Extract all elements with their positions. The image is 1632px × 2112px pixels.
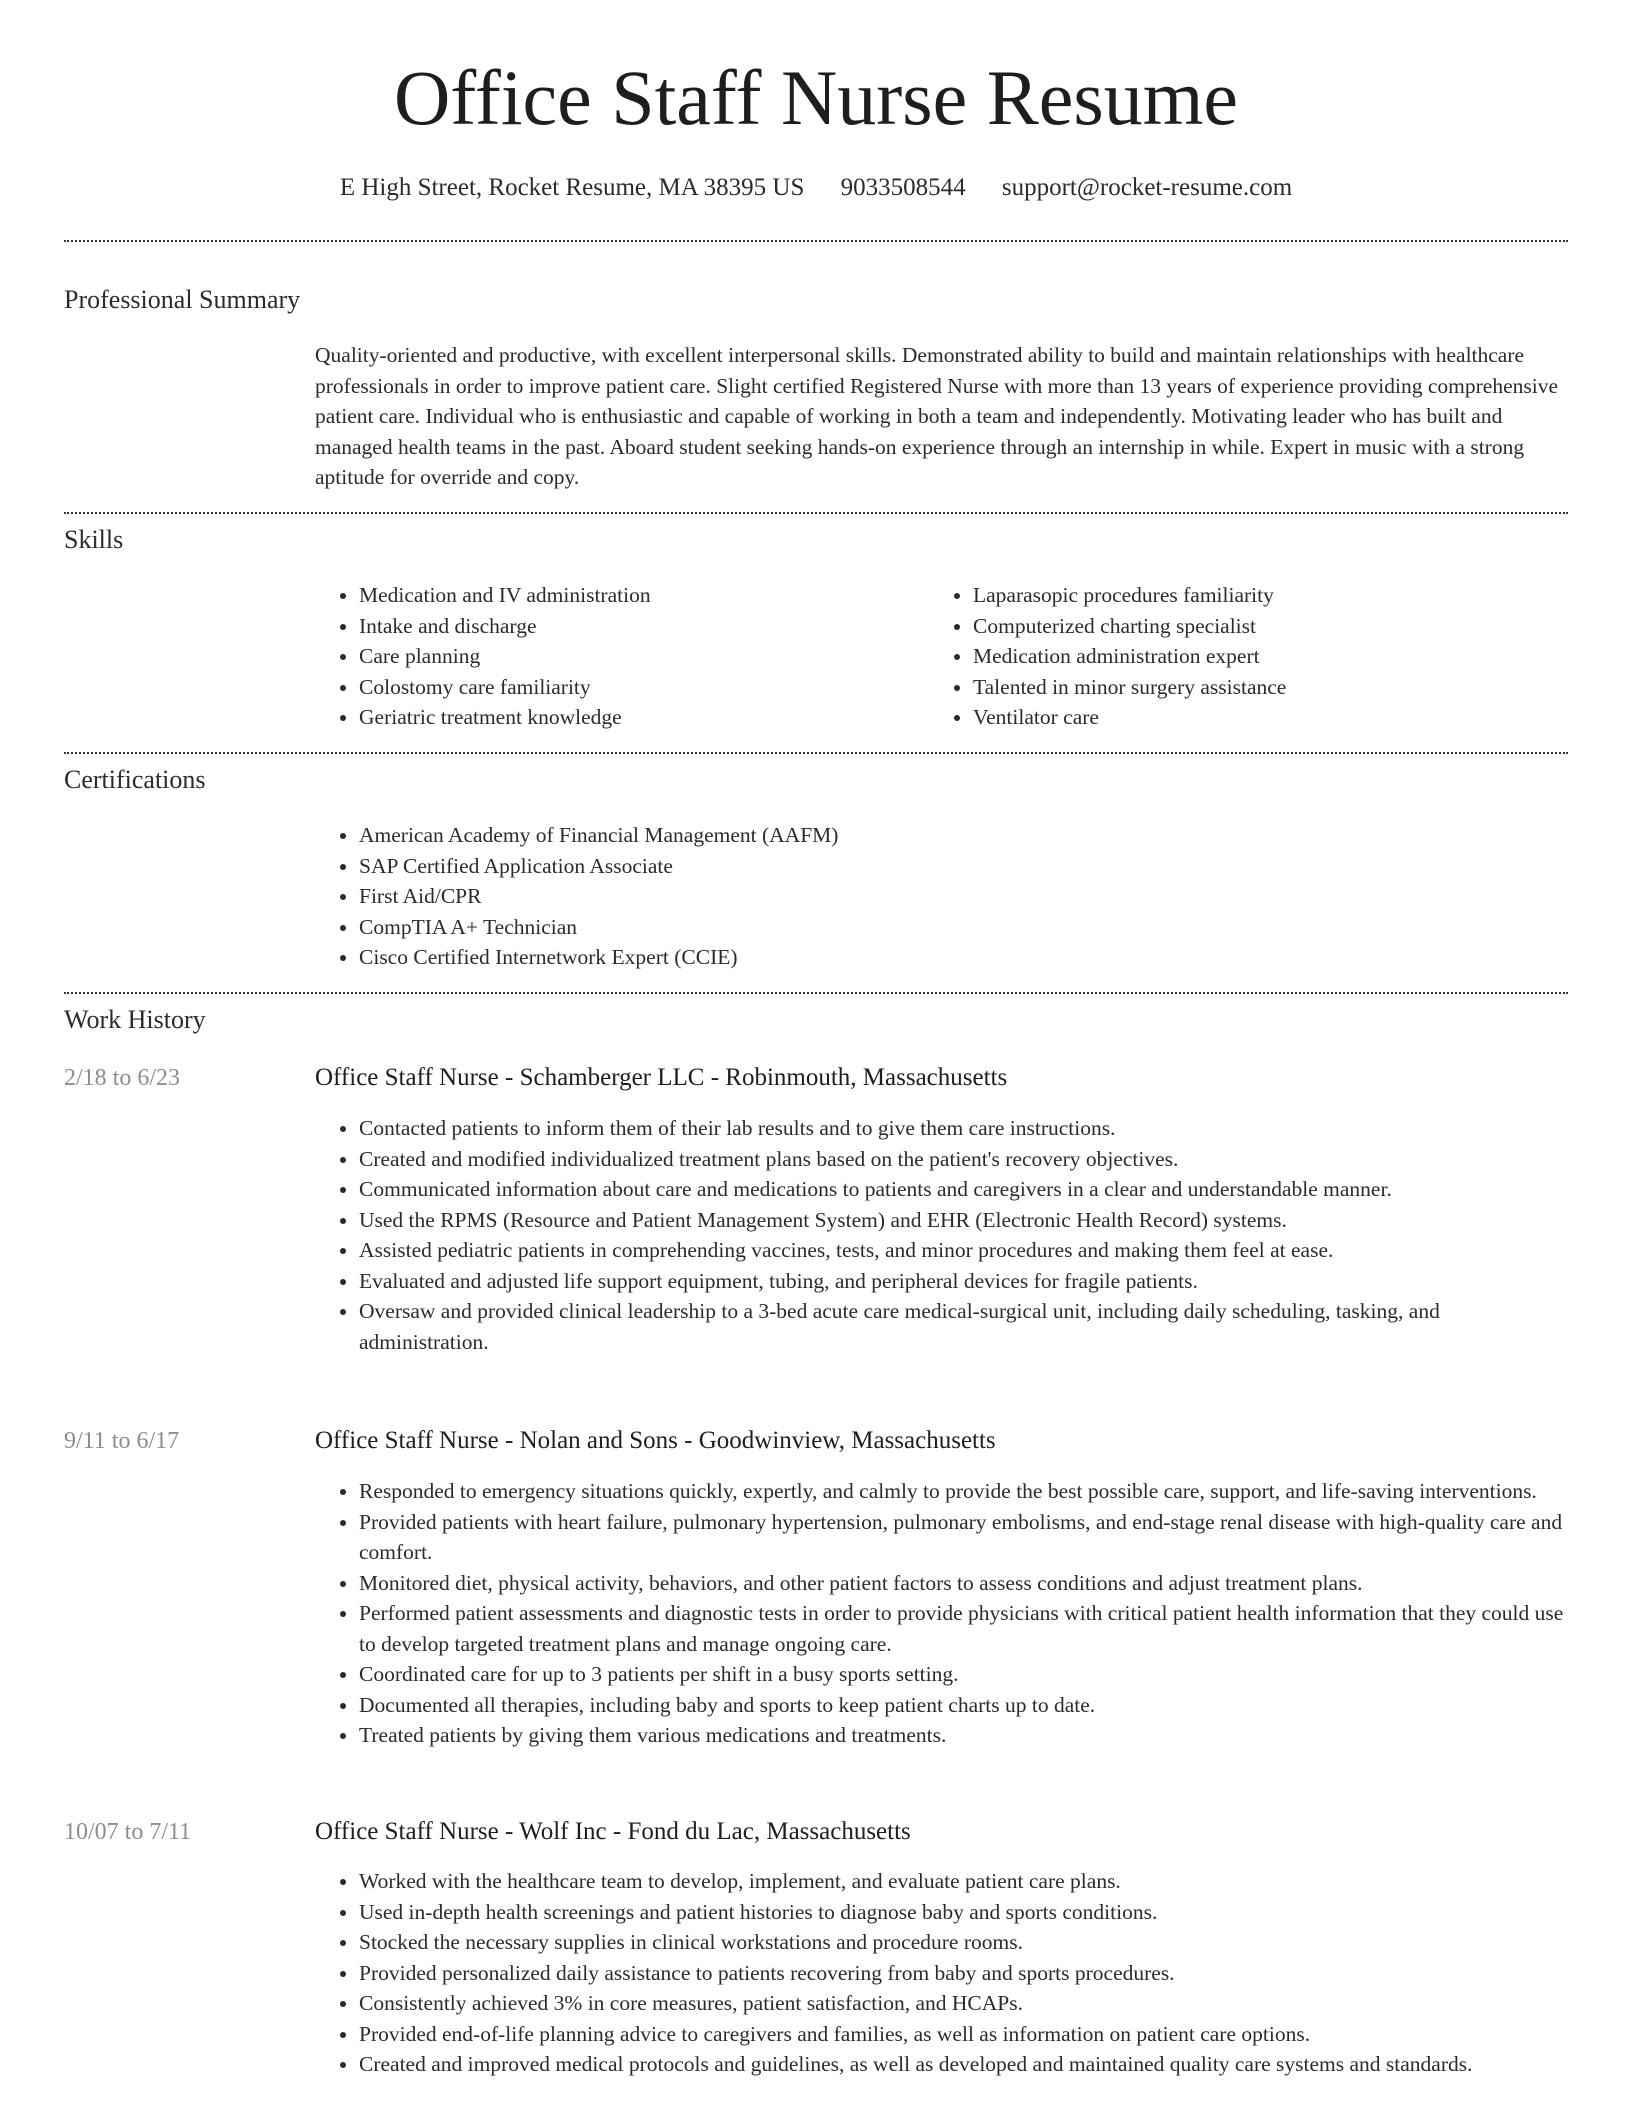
job-bullet: • Used the RPMS (Resource and Patient Management System) and EHR (Electronic Health Record) systems. <box>359 1205 1570 1236</box>
job-bullet: • Used in-depth health screenings and patient histories to diagnose baby and sports conditions. <box>359 1897 1570 1928</box>
skill-item: • Ventilator care <box>973 702 1529 733</box>
section-title-work-history: Work History <box>64 1005 206 1034</box>
skill-item: • Geriatric treatment knowledge <box>359 702 915 733</box>
summary-text: Quality-oriented and productive, with excellent interpersonal skills. Demonstrated ability to build and maintain relationships with healthcare professionals in order to improve patient care. Slight certified Registered Nurse with more than 13 years of experience providing comprehensive patient care. Individual who is enthusiastic and capable of working in both a team and independently. Motivating leader who has built and managed health teams in the past. Aboard student seeking hands-on experience through an internship in while. Expert in music with a strong aptitude for override and copy. <box>315 343 1559 489</box>
job-bullet: • Responded to emergency situations quickly, expertly, and calmly to provide the best possible care, support, and life-saving interventions. <box>359 1476 1570 1507</box>
certification-item: • First Aid/CPR <box>359 881 1570 912</box>
job-title: Office Staff Nurse - Wolf Inc - Fond du Lac, Massachusetts <box>315 1818 911 1845</box>
certification-item: • SAP Certified Application Associate <box>359 851 1570 882</box>
job-bullet: • Provided personalized daily assistance to patients recovering from baby and sports procedures. <box>359 1958 1570 1989</box>
skill-item: • Medication administration expert <box>973 641 1529 672</box>
job-bullet: • Provided end-of-life planning advice to caregivers and families, as well as information on patient care options. <box>359 2019 1570 2050</box>
job-dates: 2/18 to 6/23 <box>64 1065 181 1091</box>
divider <box>64 512 1568 514</box>
resume-title: Office Staff Nurse Resume <box>393 54 1239 141</box>
job-bullet: • Created and improved medical protocols and guidelines, as well as developed and maintained quality care systems and standards. <box>359 2049 1570 2080</box>
divider <box>64 752 1568 754</box>
job-bullet: • Worked with the healthcare team to develop, implement, and evaluate patient care plans. <box>359 1866 1570 1897</box>
job-bullet: • Contacted patients to inform them of their lab results and to give them care instructions. <box>359 1113 1570 1144</box>
job-bullets <box>315 1866 1570 2080</box>
divider <box>64 992 1568 994</box>
certification-item: • Cisco Certified Internetwork Expert (CCIE) <box>359 942 1570 973</box>
job-dates: 9/11 to 6/17 <box>64 1428 180 1454</box>
job-bullet: • Evaluated and adjusted life support equipment, tubing, and peripheral devices for fragile patients. <box>359 1266 1570 1297</box>
job-title: Office Staff Nurse - Nolan and Sons - Goodwinview, Massachusetts <box>315 1427 996 1454</box>
section-title-summary: Professional Summary <box>64 285 301 314</box>
contact-phone: 9033508544 <box>840 174 966 201</box>
job-bullet: • Treated patients by giving them various medications and treatments. <box>359 1720 1570 1751</box>
skill-item: • Colostomy care familiarity <box>359 672 915 703</box>
certification-item: • CompTIA A+ Technician <box>359 912 1570 943</box>
skill-item: • Laparasopic procedures familiarity <box>973 580 1529 611</box>
certifications-list <box>315 820 1570 973</box>
job-bullet: • Consistently achieved 3% in core measures, patient satisfaction, and HCAPs. <box>359 1988 1570 2019</box>
skill-item: • Medication and IV administration <box>359 580 915 611</box>
section-title-skills: Skills <box>64 525 124 554</box>
contact-address: E High Street, Rocket Resume, MA 38395 US <box>339 174 805 201</box>
job-bullet: • Documented all therapies, including baby and sports to keep patient charts up to date. <box>359 1690 1570 1721</box>
job-bullet: • Assisted pediatric patients in comprehending vaccines, tests, and minor procedures and making them feel at ease. <box>359 1235 1570 1266</box>
job-bullet: • Provided patients with heart failure, pulmonary hypertension, pulmonary embolisms, and end-stage renal disease with high-quality care and comfort. <box>359 1507 1570 1568</box>
job-title: Office Staff Nurse - Schamberger LLC - Robinmouth, Massachusetts <box>315 1064 1008 1091</box>
job-bullet: • Coordinated care for up to 3 patients per shift in a busy sports setting. <box>359 1659 1570 1690</box>
skill-item: • Care planning <box>359 641 915 672</box>
contact-line <box>0 170 1632 206</box>
skills-left-column <box>315 580 915 733</box>
divider <box>64 240 1568 242</box>
certification-item: • American Academy of Financial Management (AAFM) <box>359 820 1570 851</box>
job-bullets <box>315 1113 1570 1357</box>
skill-item: • Computerized charting specialist <box>973 611 1529 642</box>
job-bullet: • Stocked the necessary supplies in clinical workstations and procedure rooms. <box>359 1927 1570 1958</box>
section-title-certifications: Certifications <box>64 765 206 794</box>
job-bullets <box>315 1476 1570 1751</box>
job-bullet: • Communicated information about care and medications to patients and caregivers in a clear and understandable manner. <box>359 1174 1570 1205</box>
skill-item: • Intake and discharge <box>359 611 915 642</box>
skill-item: • Talented in minor surgery assistance <box>973 672 1529 703</box>
job-bullet: • Oversaw and provided clinical leadership to a 3-bed acute care medical-surgical unit, including daily scheduling, tasking, and administration. <box>359 1296 1570 1357</box>
job-dates: 10/07 to 7/11 <box>64 1819 192 1845</box>
job-bullet: • Monitored diet, physical activity, behaviors, and other patient factors to assess conditions and adjust treatment plans. <box>359 1568 1570 1599</box>
job-bullet: • Created and modified individualized treatment plans based on the patient's recovery objectives. <box>359 1144 1570 1175</box>
job-bullet: • Performed patient assessments and diagnostic tests in order to provide physicians with critical patient health information that they could use to develop targeted treatment plans and manage ongoing care. <box>359 1598 1570 1659</box>
contact-email: support@rocket-resume.com <box>1001 174 1293 201</box>
skills-right-column <box>929 580 1529 733</box>
